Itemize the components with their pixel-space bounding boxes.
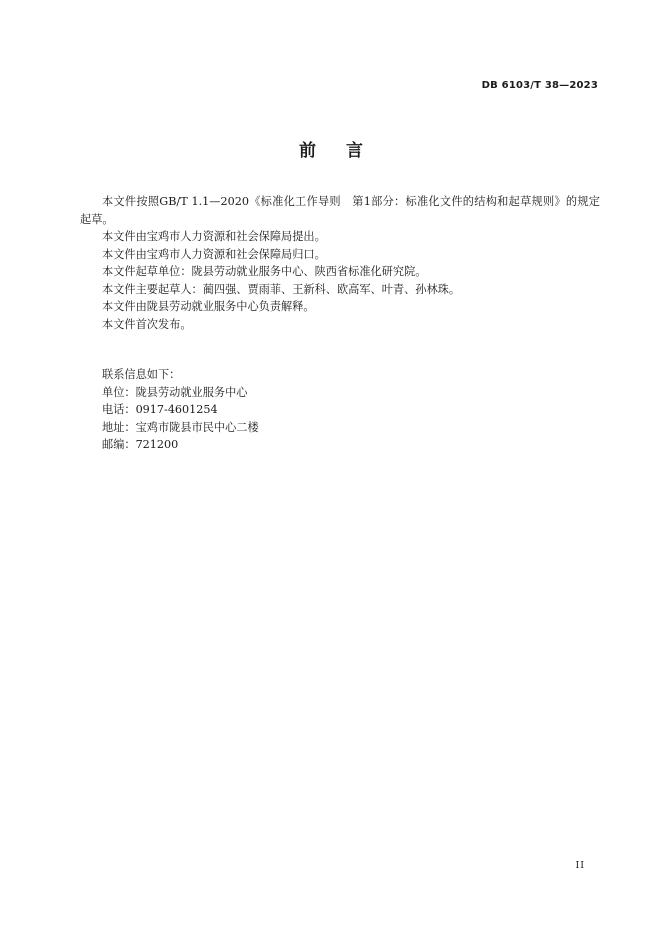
- contact-address: 地址：宝鸡市陇县市民中心二楼: [102, 420, 259, 434]
- contact-info: [102, 366, 582, 454]
- contact-unit: 单位：陇县劳动就业服务中心: [102, 385, 248, 399]
- contact-postcode: 邮编：721200: [102, 438, 179, 451]
- paragraph-main-drafters: 本文件主要起草人：蔺四强、贾雨菲、王新科、欧高军、叶青、孙林珠。: [102, 282, 461, 296]
- paragraph-interpretation: 本文件由陇县劳动就业服务中心负责解释。: [102, 300, 315, 313]
- page-number: II: [575, 860, 585, 871]
- document-code: DB 6103/T 38—2023: [481, 80, 598, 91]
- paragraph-centralized-management: 本文件由宝鸡市人力资源和社会保障局归口。: [102, 247, 326, 261]
- foreword-body: [80, 193, 600, 333]
- contact-phone: 电话：0917-4601254: [102, 403, 218, 416]
- paragraph-drafting-rules: 本文件按照GB/T 1.1—2020《标准化工作导则 第1部分：标准化文件的结构和起草规则》的规定起草。: [80, 195, 600, 226]
- paragraph-drafting-units: 本文件起草单位：陇县劳动就业服务中心、陕西省标准化研究院。: [102, 265, 427, 278]
- paragraph-proposer: 本文件由宝鸡市人力资源和社会保障局提出。: [102, 230, 326, 243]
- contact-heading: 联系信息如下：: [102, 368, 181, 381]
- paragraph-first-release: 本文件首次发布。: [102, 317, 192, 331]
- page-title: 前言: [299, 141, 393, 161]
